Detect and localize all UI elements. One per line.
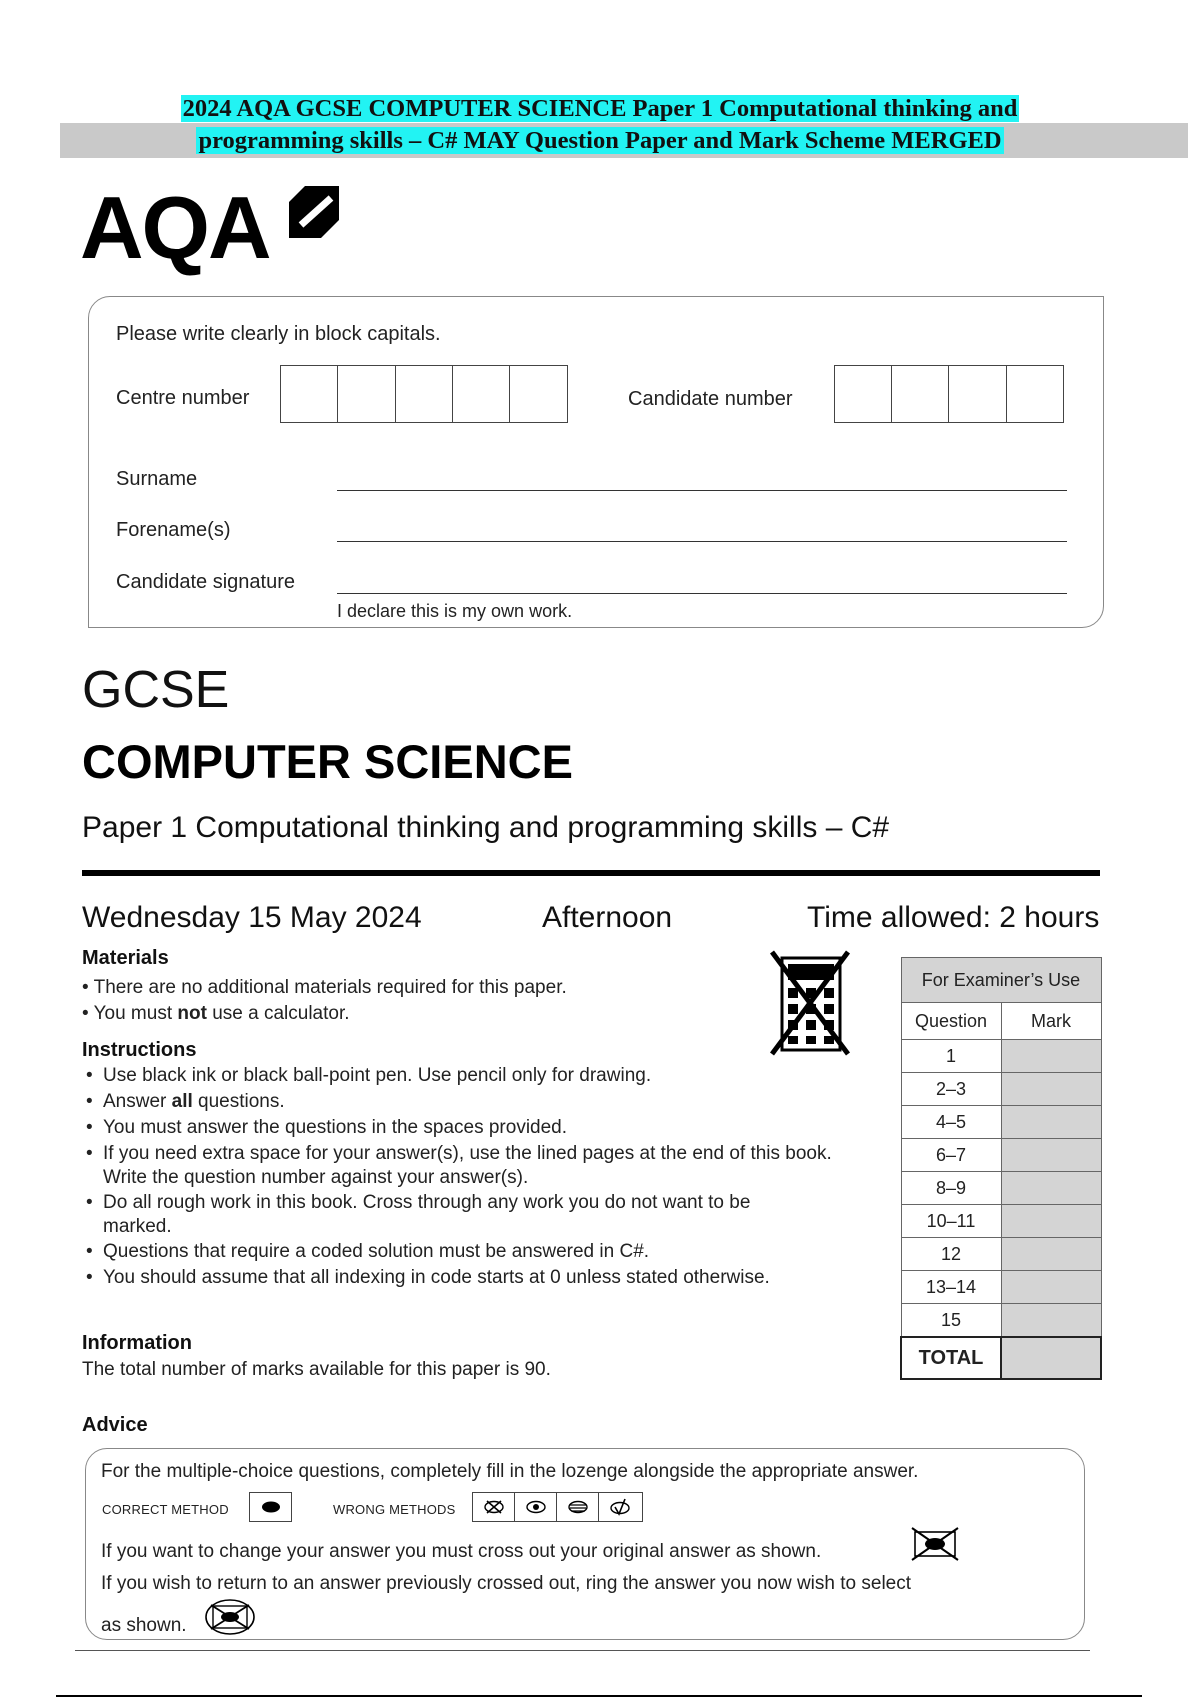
surname-line[interactable] xyxy=(337,490,1067,491)
declaration-text: I declare this is my own work. xyxy=(337,601,573,621)
paper-title: Paper 1 Computational thinking and programming skills – C# xyxy=(82,811,890,844)
centre-digit-box[interactable] xyxy=(453,366,510,422)
table-row xyxy=(901,1205,1101,1238)
mark-cell xyxy=(1001,1304,1101,1338)
time-allowed: Time allowed: 2 hours xyxy=(807,901,1100,934)
dotted-lozenge-icon xyxy=(515,1493,557,1521)
centre-digit-box[interactable] xyxy=(396,366,453,422)
instruction-item: • Use black ink or black ball-point pen. Use pencil only for drawing. xyxy=(86,1065,652,1086)
table-row xyxy=(901,1040,1101,1073)
materials-item: • You must not use a calculator. xyxy=(82,1003,350,1024)
question-number: 10–11 xyxy=(901,1205,1001,1238)
table-row xyxy=(901,1304,1101,1338)
centre-digit-box[interactable] xyxy=(338,366,396,422)
ringed-answer-icon xyxy=(203,1597,257,1637)
filled-lozenge-icon xyxy=(250,1493,291,1521)
mark-cell xyxy=(1001,1271,1101,1304)
aqa-logo xyxy=(80,180,350,275)
title-divider xyxy=(82,870,1100,876)
mark-cell xyxy=(1001,1040,1101,1073)
question-number: 12 xyxy=(901,1238,1001,1271)
table-row xyxy=(901,1271,1101,1304)
question-number: 6–7 xyxy=(901,1139,1001,1172)
candidate-number-label: Candidate number xyxy=(628,388,793,410)
mark-cell xyxy=(1001,1238,1101,1271)
question-column-header: Question xyxy=(901,1003,1001,1040)
correct-method-label: CORRECT METHOD xyxy=(102,1502,229,1517)
correct-method-example xyxy=(249,1492,292,1522)
instructions-heading: Instructions xyxy=(82,1039,197,1061)
mark-cell xyxy=(1001,1205,1101,1238)
centre-digit-box[interactable] xyxy=(281,366,338,422)
wrong-methods-examples xyxy=(472,1492,643,1522)
question-number: 13–14 xyxy=(901,1271,1001,1304)
mark-cell xyxy=(1001,1172,1101,1205)
instruction-item: • You must answer the questions in the spaces provided. xyxy=(86,1117,568,1138)
no-calculator-icon xyxy=(768,948,852,1058)
candidate-digit-box[interactable] xyxy=(835,366,892,422)
page-bottom-edge xyxy=(56,1695,1142,1697)
instruction-item: • You should assume that all indexing in code starts at 0 unless stated otherwise. xyxy=(86,1267,770,1288)
question-number: 1 xyxy=(901,1040,1001,1073)
title-banner-line-2: programming skills – C# MAY Question Paper and Mark Scheme MERGED xyxy=(198,127,1002,154)
table-row xyxy=(901,1238,1101,1271)
instruction-item: • Do all rough work in this book. Cross through any work you do not want to be marked. xyxy=(86,1192,751,1237)
table-row xyxy=(901,1106,1101,1139)
candidate-number-grid[interactable] xyxy=(834,365,1064,423)
candidate-digit-box[interactable] xyxy=(892,366,950,422)
qualification-level: GCSE xyxy=(82,661,230,719)
centre-number-grid[interactable] xyxy=(280,365,568,423)
advice-line-4: as shown. xyxy=(101,1615,187,1636)
materials-item: • There are no additional materials required for this paper. xyxy=(82,977,567,998)
block-capitals-instruction: Please write clearly in block capitals. xyxy=(116,323,441,345)
information-heading: Information xyxy=(82,1332,192,1354)
centre-digit-box[interactable] xyxy=(510,366,567,422)
mark-column-header: Mark xyxy=(1001,1003,1101,1040)
total-mark-cell xyxy=(1001,1337,1101,1379)
table-row xyxy=(901,1139,1101,1172)
mark-cell xyxy=(1001,1073,1101,1106)
crossed-lozenge-icon xyxy=(473,1493,515,1521)
total-label: TOTAL xyxy=(901,1337,1001,1379)
mark-cell xyxy=(1001,1139,1101,1172)
total-row xyxy=(901,1337,1101,1379)
instruction-item: • Questions that require a coded solution must be answered in C#. xyxy=(86,1241,650,1262)
examiners-use-table xyxy=(900,957,1102,1380)
title-banner-line-1: 2024 AQA GCSE COMPUTER SCIENCE Paper 1 Computational thinking and xyxy=(182,95,1018,122)
advice-heading: Advice xyxy=(82,1414,148,1436)
information-text: The total number of marks available for this paper is 90. xyxy=(82,1359,551,1380)
instruction-item: • Answer all questions. xyxy=(86,1091,285,1112)
materials-heading: Materials xyxy=(82,947,169,969)
centre-number-label: Centre number xyxy=(116,387,250,409)
aqa-logo-text: AQA xyxy=(80,178,270,277)
table-row xyxy=(901,1073,1101,1106)
forename-line[interactable] xyxy=(337,541,1067,542)
surname-label: Surname xyxy=(116,468,198,490)
candidate-digit-box[interactable] xyxy=(949,366,1007,422)
wrong-methods-label: WRONG METHODS xyxy=(333,1502,456,1517)
page-divider xyxy=(75,1650,1090,1651)
exam-session: Afternoon xyxy=(542,901,673,934)
ticked-lozenge-icon xyxy=(599,1493,641,1521)
table-row xyxy=(901,1172,1101,1205)
examiners-use-title: For Examiner’s Use xyxy=(901,958,1101,1003)
signature-line[interactable] xyxy=(337,593,1067,594)
candidate-digit-box[interactable] xyxy=(1007,366,1064,422)
scribbled-lozenge-icon xyxy=(557,1493,599,1521)
aqa-logo-mark-icon xyxy=(285,180,345,240)
advice-line-1: For the multiple-choice questions, completely fill in the lozenge alongside the appropriate answer. xyxy=(101,1461,919,1482)
mark-cell xyxy=(1001,1106,1101,1139)
advice-line-2: If you want to change your answer you must cross out your original answer as shown. xyxy=(101,1541,822,1562)
exam-date: Wednesday 15 May 2024 xyxy=(82,901,422,934)
question-number: 2–3 xyxy=(901,1073,1001,1106)
crossed-out-box-icon xyxy=(910,1526,960,1562)
question-number: 4–5 xyxy=(901,1106,1001,1139)
forename-label: Forename(s) xyxy=(116,519,231,541)
question-number: 15 xyxy=(901,1304,1001,1338)
signature-label: Candidate signature xyxy=(116,571,296,593)
instruction-item: • If you need extra space for your answer(s), use the lined pages at the end of this book. Write the question number against your answer(s). xyxy=(86,1143,832,1188)
question-number: 8–9 xyxy=(901,1172,1001,1205)
advice-line-3: If you wish to return to an answer previously crossed out, ring the answer you now wish to select xyxy=(101,1573,912,1594)
subject-title: COMPUTER SCIENCE xyxy=(82,735,573,788)
